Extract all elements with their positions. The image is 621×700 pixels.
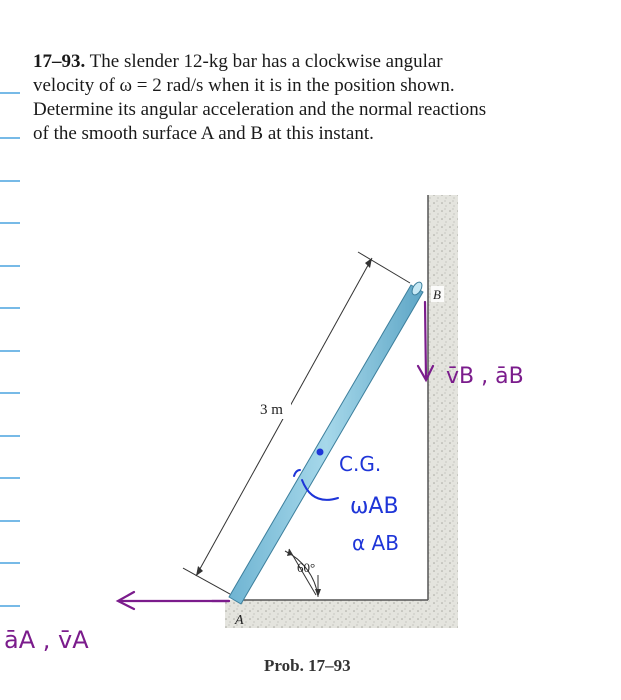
figure-caption: Prob. 17–93 <box>264 656 351 675</box>
point-a-label: A <box>235 613 244 628</box>
problem-line-2: velocity of ω = 2 rad/s when it is in the position shown. <box>33 75 455 96</box>
cg-marker <box>317 449 324 456</box>
omega-ab-label: ωAB <box>350 494 399 519</box>
alpha-ab-label: α AB <box>352 531 399 555</box>
point-b-label: B <box>433 287 441 302</box>
angle-label: 60° <box>297 560 316 575</box>
va-arrow <box>118 592 229 609</box>
cg-label: C.G. <box>339 452 382 476</box>
problem-line-3: Determine its angular acceleration and the normal reactions <box>33 99 487 120</box>
wall <box>428 195 458 613</box>
problem-line-4: of the smooth surface A and B at this instant. <box>33 123 374 144</box>
aa-va-label: āA , v̄A <box>4 626 89 654</box>
problem-number: 17–93. <box>33 51 86 72</box>
problem-line-1: The slender 12-kg bar has a clockwise angular <box>85 51 443 72</box>
floor <box>225 600 458 628</box>
vb-ab-label: v̄B , āB <box>446 364 524 389</box>
slender-bar <box>229 280 424 604</box>
length-label: 3 m <box>260 402 283 418</box>
